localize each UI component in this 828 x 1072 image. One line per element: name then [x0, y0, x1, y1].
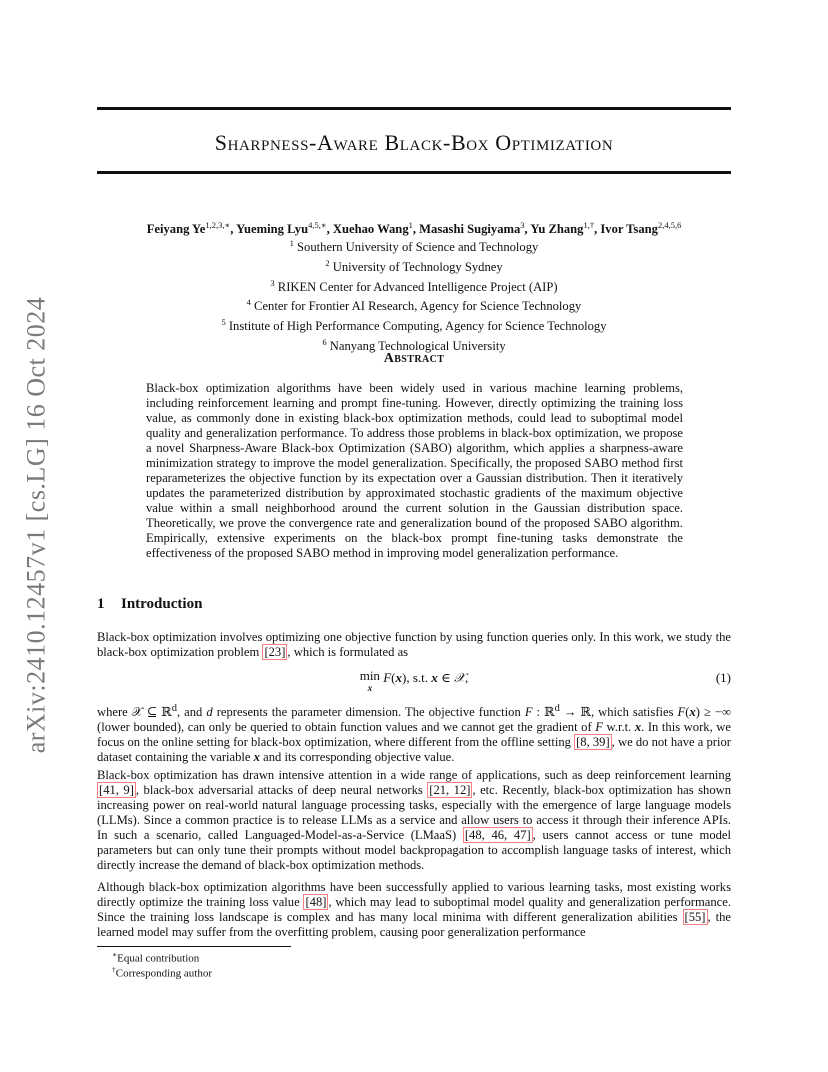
citation-link[interactable]: [48]: [305, 895, 327, 909]
footnote: †Corresponding author: [112, 965, 212, 980]
author-list: [97, 220, 731, 237]
affiliation: $^2$ University of Technology Sydney: [325, 257, 503, 274]
title-bottom-rule: [97, 171, 731, 174]
citation-link[interactable]: [48, 46, 47]: [464, 828, 531, 842]
author: Ivor Tsang$^{2,4,5,6}$: [600, 220, 682, 237]
equation-1: [97, 670, 731, 692]
arxiv-label: arXiv:2410.12457v1 [cs.LG] 16 Oct 2024: [21, 296, 51, 754]
citation-link[interactable]: [21, 12]: [429, 783, 471, 797]
author: Xuehao Wang$^1$,: [332, 220, 420, 237]
equation-number: (1): [715, 670, 731, 685]
intro-paragraph-4: Although black-box optimization algorithms have been successfully applied to various learning tasks, most existing works directly optimize the training loss value [48] , which may lead to suboptimal model quality and generalization performance. Since the training loss landscape is complex and has many local minima with different generalization abilities [55] , the learned model may suffer from the overfitting problem, causing poor generalization performance: [97, 880, 731, 939]
author: Yu Zhang$^{1,\dagger}$,: [530, 220, 601, 237]
min-operator: min x: [359, 668, 380, 693]
author: Masashi Sugiyama$^3$,: [419, 220, 531, 237]
arxiv-identifier: [18, 290, 54, 760]
footnote-rule: [97, 946, 291, 947]
equation-body: min x F(x), s.t. x ∈ 𝒳,: [359, 668, 469, 693]
intro-paragraph-1: Black-box optimization involves optimizing one objective function by using function queries only. In this work, we study the black-box optimization problem [23] , which is formulated as: [97, 630, 731, 659]
citation-link[interactable]: [55]: [684, 910, 706, 924]
section-title: Introduction: [121, 596, 203, 612]
affiliation: $^4$ Center for Frontier AI Research, Agency for Science Technology: [246, 297, 582, 314]
section-heading: [97, 596, 202, 613]
affiliation: $^5$ Institute of High Performance Computing, Agency for Science Technology: [221, 317, 607, 334]
affiliation: $^3$ RIKEN Center for Advanced Intelligence Project (AIP): [270, 277, 558, 294]
intro-paragraph-3: Black-box optimization has drawn intensive attention in a wide range of applications, such as deep reinforcement learning [41, 9] , black-box adversarial attacks of deep neural networks [21, 12] , etc. Recently, black-box optimization has shown increasing power on real-world natural language processing tasks, especially with the emergence of large language models (LLMs). Since a common practice is to release LLMs as a service and allow users to access it through their inference APIs. In such a scenario, called Languaged-Model-as-a-Service (LMaaS) [48, 46, 47] , users cannot access or tune model parameters but can only tune their prompts without model backpropagation to accomplish language tasks of interest, which directly increase the demand of black-box optimization methods.: [97, 768, 732, 872]
citation-link[interactable]: [8, 39]: [576, 735, 610, 750]
intro-paragraph-2: where 𝒳 ⊆ ℝ$^d$, and d represents the parameter dimension. The objective function F : ℝ$^d$ → ℝ, which satisfies F(x) ≥ −∞ (lower bounded), can only be queried to obtain function values and we cannot get the gradient of F w.r.t. x. In this work, we focus on the online setting for black-box optimization, where different from the offline setting [8, 39] , we do not have a prior dataset containing the variable x and its corresponding objective value.: [97, 703, 732, 765]
affiliation-list: [97, 236, 731, 355]
section-number: 1: [97, 596, 105, 612]
affiliation: $^1$ Southern University of Science and Technology: [289, 238, 539, 255]
affiliation: $^6$ Nanyang Technological University: [322, 336, 506, 354]
citation-link[interactable]: [41, 9]: [99, 783, 134, 797]
author: Feiyang $Ye^{1,2,3,∗}$,: [146, 220, 237, 237]
citation-link[interactable]: [23]: [264, 645, 286, 659]
footnote: ∗Equal contribution: [112, 950, 200, 965]
abstract-body: Black-box optimization algorithms have been widely used in various machine learning problems, including reinforcement learning and prompt fine-tuning. However, directly optimizing the training loss value, as commonly done in existing black-box optimization methods, could lead to suboptimal model quality and generalization performance. To address those problems in black-box optimization, we propose a novel Sharpness-Aware Black-box Optimization (SABO) algorithm, which applies a sharpness-aware minimization strategy to improve the model generalization. Specifically, the proposed SABO method first reparameterizes the objective function by its expectation over a Gaussian distribution. Then it iteratively updates the parameterized distribution by approximated stochastic gradients of the maximum objective value within a small neighborhood around the current solution in the Gaussian distribution space. Theoretically, we prove the convergence rate and generalization bound of the proposed SABO algorithm. Empirically, extensive experiments on the black-box prompt fine-tuning tasks demonstrate the effectiveness of the proposed SABO method in improving model generalization performance.: [146, 381, 683, 560]
author: Yueming Lyu$^{4,5,∗}$,: [236, 220, 333, 237]
paper-title: Sharpness-Aware Black-Box Optimization: [214, 130, 614, 155]
abstract-heading: Abstract: [383, 351, 445, 366]
title-top-rule: [97, 107, 731, 110]
